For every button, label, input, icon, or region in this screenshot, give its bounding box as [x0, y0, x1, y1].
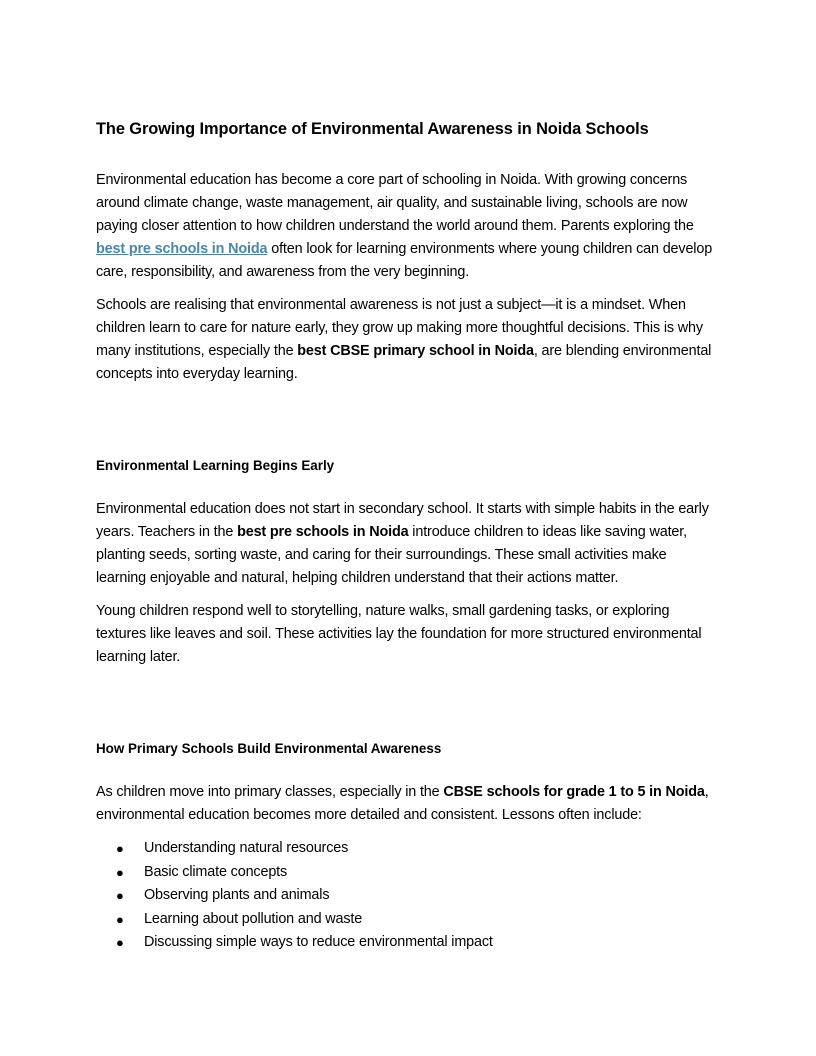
intro-p1-text-after: often look for learning environments where young children can develop care, responsibility, and awareness from the very beginning. — [96, 241, 713, 280]
section2-paragraph-1 — [96, 781, 720, 827]
intro-p2-bold: best CBSE primary school in Noida — [297, 343, 534, 359]
s2-p1-text-after: , environmental education becomes more detailed and consistent. Lessons often include: — [96, 784, 709, 823]
bullet-icon: ● — [116, 935, 124, 951]
bullet-icon: ● — [116, 888, 124, 904]
bullet-icon: ● — [116, 911, 124, 927]
section1-paragraph-2: Young children respond well to storytelling, nature walks, small gardening tasks, or exploring textures like leaves and soil. These activities lay the foundation for more structured environmental learning later. — [96, 603, 702, 665]
lesson-topics-list — [96, 837, 720, 955]
list-item-text: Learning about pollution and waste — [144, 910, 363, 927]
list-item — [96, 908, 720, 932]
list-item-text: Understanding natural resources — [144, 840, 349, 856]
list-item-text: Observing plants and animals — [144, 887, 330, 904]
section-heading-primary-schools: How Primary Schools Build Environmental Awareness — [96, 741, 442, 756]
bullet-icon: ● — [116, 841, 124, 856]
s2-p1-bold: CBSE schools for grade 1 to 5 in Noida — [443, 784, 705, 800]
best-pre-schools-link[interactable]: best pre schools in Noida — [96, 241, 268, 257]
page-title: The Growing Importance of Environmental Awareness in Noida Schools — [96, 120, 649, 138]
s1-p1-text-after: introduce children to ideas like saving water, planting seeds, sorting waste, and caring for their surroundings. These small activities make learning enjoyable and natural, helping children understand that their actions matter. — [96, 524, 687, 586]
s1-p1-bold: best pre schools in Noida — [237, 524, 409, 540]
intro-paragraph-2 — [96, 294, 720, 386]
list-item — [96, 861, 720, 885]
intro-p2-text-before: Schools are realising that environmental awareness is not just a subject—it is a mindset. When children learn to care for nature early, they grow up making more thoughtful decisions. This is why many institutions, especially the — [96, 297, 703, 359]
s2-p1-text-before: As children move into primary classes, especially in the — [96, 784, 444, 800]
section-heading-early-learning: Environmental Learning Begins Early — [96, 458, 335, 473]
intro-p2-text-after: , are blending environmental concepts into everyday learning. — [96, 343, 712, 382]
intro-paragraph-1 — [96, 169, 720, 284]
list-item — [96, 884, 720, 908]
document-body — [96, 115, 720, 955]
section1-paragraph-1 — [96, 498, 720, 590]
list-item — [96, 837, 720, 861]
bullet-icon: ● — [116, 864, 124, 880]
list-item-text: Discussing simple ways to reduce environmental impact — [144, 934, 493, 951]
list-item — [96, 931, 720, 955]
intro-p1-text-before: Environmental education has become a core part of schooling in Noida. With growing concerns around climate change, waste management, air quality, and sustainable living, schools are now paying closer attention to how children understand the world around them. Parents exploring the — [96, 172, 694, 234]
s1-p1-text-before: Environmental education does not start in secondary school. It starts with simple habits in the early years. Teachers in the — [96, 501, 709, 540]
list-item-text: Basic climate concepts — [144, 863, 288, 880]
